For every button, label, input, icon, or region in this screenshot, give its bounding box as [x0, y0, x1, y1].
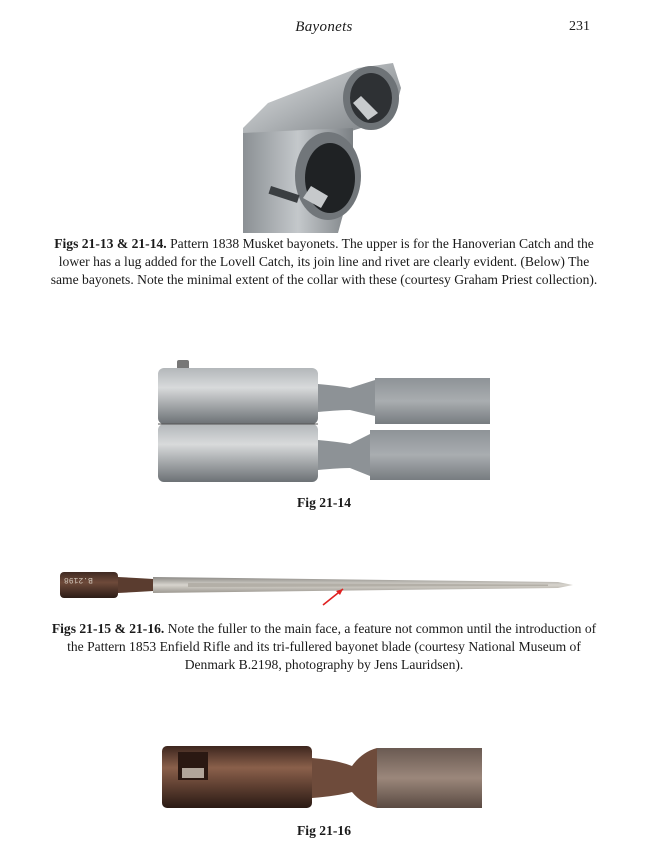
photo-socket-closeup: [162, 744, 482, 812]
caption-lead: Figs 21-13 & 21-14.: [54, 236, 167, 251]
caption-lead: Figs 21-15 & 21-16.: [51, 621, 165, 636]
running-title: Bayonets: [295, 19, 353, 35]
photo-two-bayonets: [155, 358, 490, 483]
caption-text: Pattern 1838 Musket bayonets. The upper is for the Hanoverian Catch and the lower has a lug added for the Lovell Catch, its join line and rivet are clearly evident. (Below) The same bayonets. Note the minimal extent of the collar with these (courtesy Graham Priest collection).: [50, 236, 598, 287]
caption-text: Note the fuller to the main face, a feature not common until the introduction of the Pattern 1853 Enfield Rifle and its tri-fullered bayonet blade (courtesy National Museum of Denmark B.2198, photography by Jens Lauridsen).: [67, 621, 597, 672]
caption-figs-21-15-16: [50, 620, 598, 674]
caption-figs-21-13-14: [50, 235, 598, 289]
bayonet-museum-mark: B.2198: [64, 575, 93, 584]
photo-socket-ends: [243, 58, 408, 233]
page-number: 231: [569, 19, 590, 34]
fig-label-21-14: Fig 21-14: [297, 495, 351, 510]
fig-label-21-16: Fig 21-16: [297, 823, 351, 838]
photo-long-bayonet: [58, 565, 576, 611]
